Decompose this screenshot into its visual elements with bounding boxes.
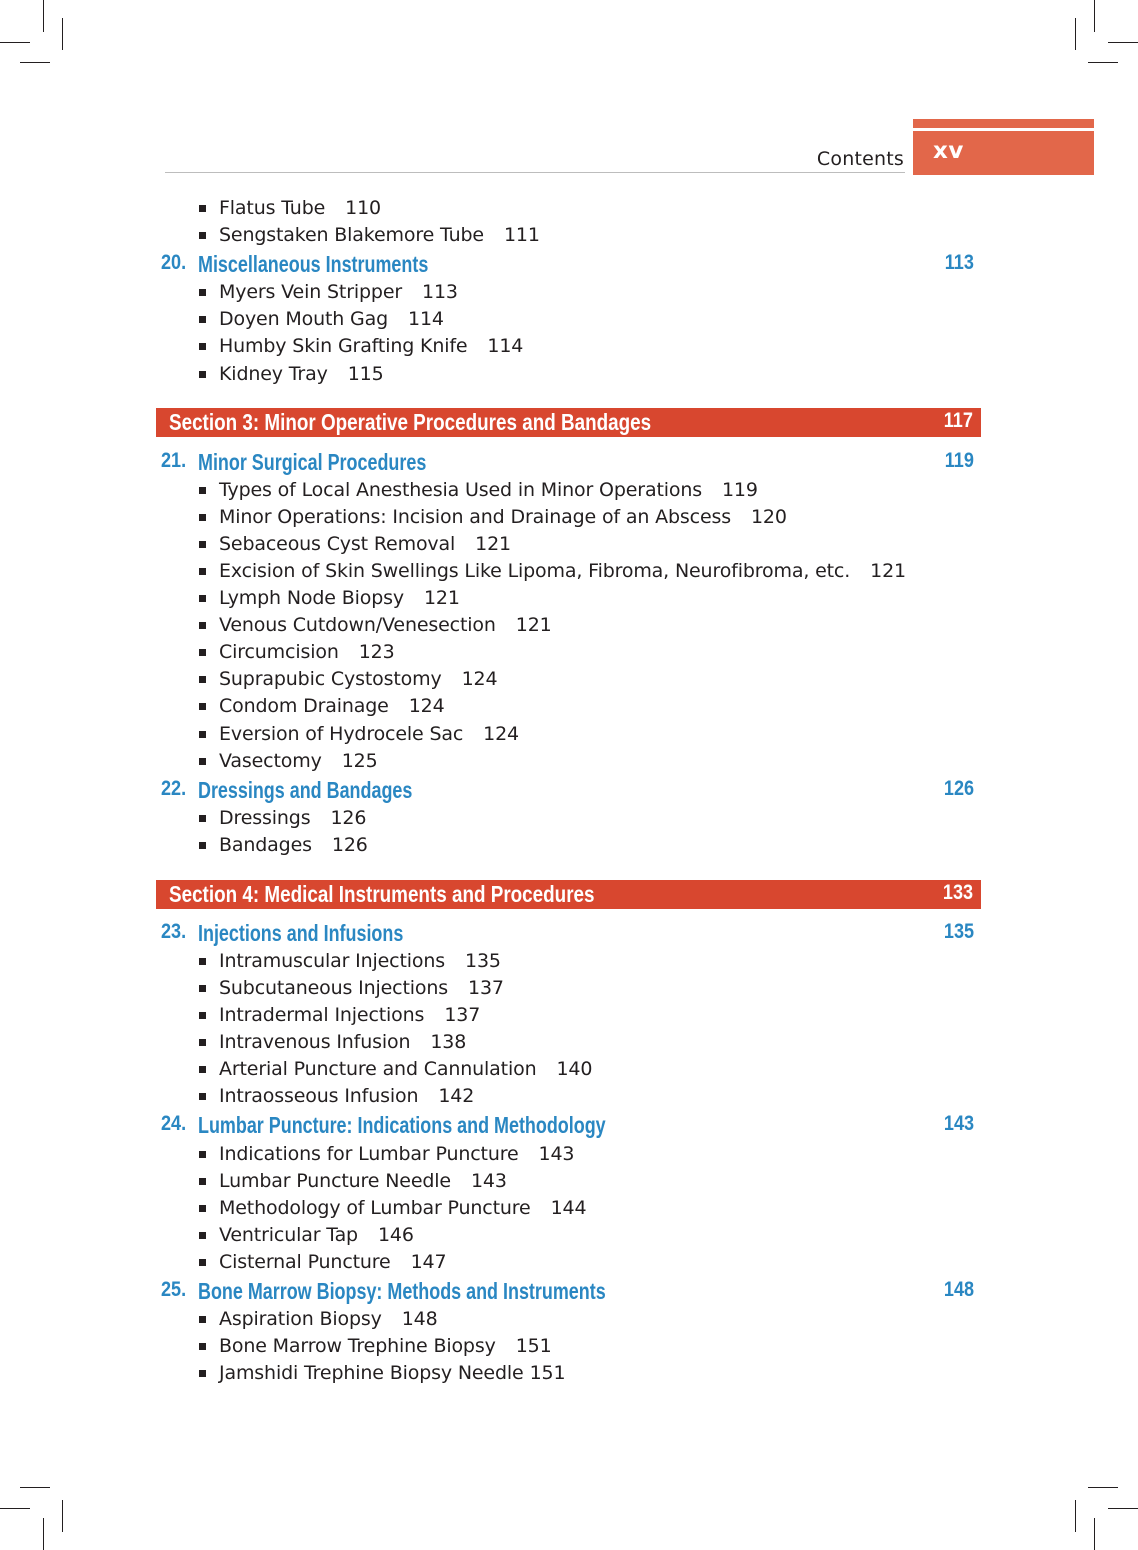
chapter-heading [0,451,1138,478]
item-page: 142 [438,1085,475,1107]
list-item [0,614,1138,641]
item-title: Intravenous Infusion [219,1031,411,1053]
crop-mark [1088,62,1118,63]
chapter-number: 25. [161,1278,187,1301]
item-page: 126 [330,807,367,829]
item-page: 121 [475,533,511,555]
item-title: Myers Vein Stripper [219,281,403,303]
crop-mark [1075,1500,1076,1532]
list-item [0,335,1138,362]
crop-mark [1075,18,1076,50]
item-page: 137 [444,1004,481,1026]
bullet-icon [199,758,206,765]
item-title: Intramuscular Injections [219,950,446,972]
chapter-title: Bone Marrow Biopsy: Methods and Instruments [198,1278,606,1304]
item-title: Excision of Skin Swellings Like Lipoma, Fibroma, Neurofibroma, etc. [219,560,851,582]
chapter-title: Injections and Infusions [198,920,404,946]
item-page: 124 [461,668,498,690]
bullet-icon [199,985,206,992]
list-item [0,807,1138,834]
bullet-icon [199,1370,206,1377]
item-title: Doyen Mouth Gag [219,308,389,330]
list-item [0,506,1138,533]
bullet-icon [199,568,206,575]
item-title: Lymph Node Biopsy [219,587,404,609]
item-page: 148 [401,1308,438,1330]
list-item [0,1335,1138,1362]
bullet-icon [199,316,206,323]
chapter-heading [0,1114,1138,1141]
item-title: Suprapubic Cystostomy [219,668,442,690]
list-item [0,1085,1138,1112]
bullet-icon [199,1151,206,1158]
item-page: 143 [538,1143,575,1165]
bullet-icon [199,731,206,738]
item-page: 143 [470,1170,507,1192]
bullet-icon [199,1178,206,1185]
list-item [0,1251,1138,1278]
list-item [0,1197,1138,1224]
chapter-number: 24. [161,1112,187,1135]
bullet-icon [199,703,206,710]
item-page: 135 [465,950,501,972]
crop-mark [0,42,30,43]
item-title: Vasectomy [219,750,322,772]
item-title: Cisternal Puncture [219,1251,391,1273]
list-item [0,1224,1138,1251]
item-page: 151 [529,1362,566,1384]
item-page: 126 [331,834,368,856]
crop-mark [62,1500,63,1532]
item-page: 114 [487,335,524,357]
bullet-icon [199,205,206,212]
item-page: 137 [468,977,504,999]
list-item [0,1031,1138,1058]
item-page: 115 [347,363,384,385]
list-item [0,281,1138,308]
bullet-icon [199,649,206,656]
item-title: Minor Operations: Incision and Drainage of an Abscess [219,506,731,528]
item-title: Sebaceous Cyst Removal [219,533,456,555]
bullet-icon [199,1066,206,1073]
chapter-number: 23. [161,920,187,943]
list-item [0,1058,1138,1085]
item-title: Eversion of Hydrocele Sac [219,723,464,745]
crop-mark [62,18,63,50]
item-title: Subcutaneous Injections [219,977,448,999]
bullet-icon [199,487,206,494]
chapter-page: 113 [944,251,974,274]
list-item [0,363,1138,390]
chapter-number: 20. [161,251,187,274]
item-title: Bandages [219,834,312,856]
item-title: Bone Marrow Trephine Biopsy [219,1335,496,1357]
bullet-icon [199,622,206,629]
chapter-title: Lumbar Puncture: Indications and Methodology [198,1112,606,1138]
section-title: Section 4: Medical Instruments and Procedures [169,881,595,907]
chapter-page: 126 [943,777,974,800]
item-page: 124 [408,695,445,717]
chapter-heading [0,779,1138,806]
item-title: Sengstaken Blakemore Tube [219,224,484,246]
item-page: 113 [422,281,458,303]
chapter-number: 21. [161,449,187,472]
list-item [0,723,1138,750]
item-page: 121 [515,614,552,636]
list-item [0,950,1138,977]
crop-mark [43,1518,44,1550]
chapter-title: Miscellaneous Instruments [198,251,429,277]
item-title: Humby Skin Grafting Knife [219,335,468,357]
crop-mark [20,62,50,63]
item-page: 121 [423,587,460,609]
chapter-page: 148 [943,1278,974,1301]
list-item [0,1004,1138,1031]
list-item [0,1170,1138,1197]
list-item [0,641,1138,668]
section-title: Section 3: Minor Operative Procedures and Bandages [169,409,652,435]
item-title: Lumbar Puncture Needle [219,1170,451,1192]
list-item [0,1362,1138,1389]
page-number: xv [933,138,964,164]
list-item [0,587,1138,614]
list-item [0,695,1138,722]
section-page: 133 [942,881,973,904]
bullet-icon [199,1232,206,1239]
list-item [0,750,1138,777]
crop-mark [1094,0,1095,32]
bullet-icon [199,1316,206,1323]
item-page: 110 [345,197,381,219]
crop-mark [1088,1487,1118,1488]
bullet-icon [199,842,206,849]
item-page: 119 [721,479,758,501]
bullet-icon [199,1039,206,1046]
list-item [0,197,1138,224]
list-item [0,224,1138,251]
item-title: Arterial Puncture and Cannulation [219,1058,537,1080]
item-page: 147 [410,1251,447,1273]
item-page: 138 [430,1031,467,1053]
chapter-title: Minor Surgical Procedures [198,449,427,475]
item-title: Ventricular Tap [219,1224,358,1246]
bullet-icon [199,676,206,683]
list-item [0,834,1138,861]
item-title: Types of Local Anesthesia Used in Minor Operations [219,479,702,501]
item-title: Condom Drainage [219,695,389,717]
chapter-page: 119 [944,449,974,472]
bullet-icon [199,232,206,239]
crop-mark [1094,1518,1095,1550]
list-item [0,533,1138,560]
list-item [0,668,1138,695]
bullet-icon [199,1093,206,1100]
item-title: Methodology of Lumbar Puncture [219,1197,531,1219]
list-item [0,560,1138,587]
item-page: 121 [870,560,906,582]
bullet-icon [199,1012,206,1019]
bullet-icon [199,343,206,350]
item-title: Dressings [219,807,311,829]
chapter-heading [0,1280,1138,1307]
item-page: 114 [408,308,444,330]
chapter-page: 135 [943,920,974,943]
list-item [0,479,1138,506]
item-page: 151 [515,1335,552,1357]
crop-mark [43,0,44,32]
item-page: 125 [341,750,378,772]
crop-mark [1108,42,1138,43]
section-page: 117 [943,409,973,432]
header-rule [165,172,905,173]
item-page: 146 [377,1224,414,1246]
item-title: Circumcision [219,641,339,663]
list-item [0,308,1138,335]
chapter-title: Dressings and Bandages [198,777,413,803]
bullet-icon [199,1343,206,1350]
item-title: Intraosseous Infusion [219,1085,419,1107]
item-title: Jamshidi Trephine Biopsy Needle [219,1362,524,1384]
item-title: Kidney Tray [219,363,328,385]
chapter-number: 22. [161,777,187,800]
crop-mark [20,1487,50,1488]
item-page: 144 [550,1197,587,1219]
chapter-page: 143 [943,1112,974,1135]
bullet-icon [199,514,206,521]
bullet-icon [199,1205,206,1212]
bullet-icon [199,958,206,965]
bullet-icon [199,371,206,378]
list-item [0,1308,1138,1335]
running-title: Contents [816,148,904,170]
crop-mark [1108,1508,1138,1509]
crop-mark [0,1508,30,1509]
item-title: Flatus Tube [219,197,326,219]
item-page: 111 [503,224,540,246]
item-title: Intradermal Injections [219,1004,425,1026]
chapter-heading [0,922,1138,949]
item-page: 120 [750,506,787,528]
list-item [0,1143,1138,1170]
item-title: Venous Cutdown/Venesection [219,614,496,636]
item-page: 140 [556,1058,593,1080]
section-banner [156,880,981,909]
bullet-icon [199,1259,206,1266]
item-title: Aspiration Biopsy [219,1308,382,1330]
item-title: Indications for Lumbar Puncture [219,1143,519,1165]
bullet-icon [199,815,206,822]
page-tab-stripe [913,119,1094,128]
list-item [0,977,1138,1004]
bullet-icon [199,595,206,602]
item-page: 123 [358,641,395,663]
chapter-heading [0,253,1138,280]
section-banner [156,408,981,437]
bullet-icon [199,541,206,548]
item-page: 124 [483,723,519,745]
bullet-icon [199,289,206,296]
